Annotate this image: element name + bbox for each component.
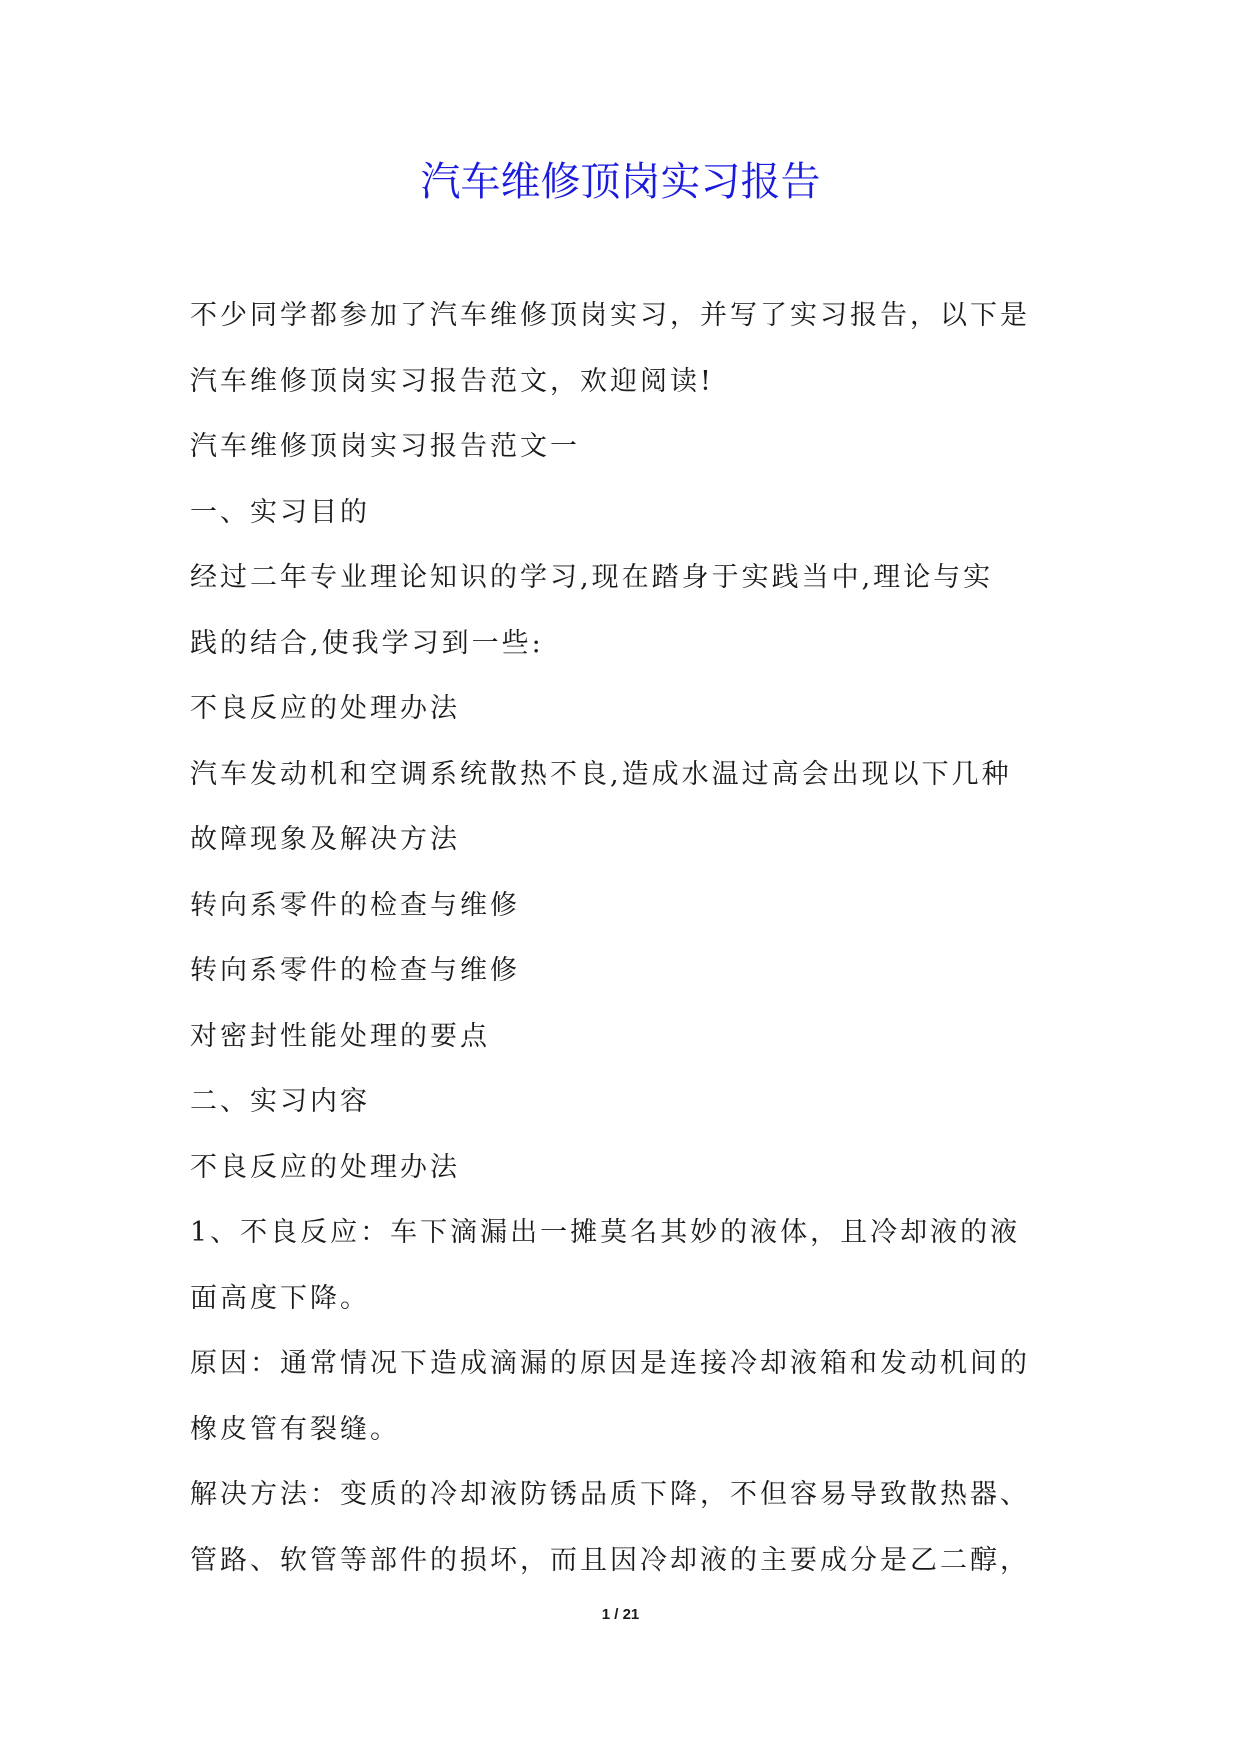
list-item: 汽车发动机和空调系统散热不良,造成水温过高会出现以下几种 <box>190 758 1012 790</box>
body-line: 解决方法：变质的冷却液防锈品质下降，不但容易导致散热器、 <box>190 1479 1030 1510</box>
list-item: 不良反应的处理办法 <box>190 693 460 724</box>
body-line: 不少同学都参加了汽车维修顶岗实习，并写了实习报告，以下是 <box>190 300 1030 331</box>
subsection-heading: 不良反应的处理办法 <box>190 1151 460 1183</box>
page-number: 1 / 21 <box>601 1606 640 1623</box>
list-item: 故障现象及解决方法 <box>190 824 460 855</box>
section-heading: 汽车维修顶岗实习报告范文一 <box>190 431 580 462</box>
list-item: 转向系零件的检查与维修 <box>190 889 520 921</box>
body-line: 面高度下降。 <box>190 1282 370 1314</box>
body-line: 经过二年专业理论知识的学习,现在踏身于实践当中,理论与实 <box>190 562 994 593</box>
list-item: 转向系零件的检查与维修 <box>190 955 520 986</box>
section-heading: 一、实习目的 <box>190 496 370 528</box>
body-line: 践的结合,使我学习到一些: <box>190 627 544 659</box>
body-line: 1、不良反应：车下滴漏出一摊莫名其妙的液体，且冷却液的液 <box>190 1217 1021 1248</box>
document-title: 汽车维修顶岗实习报告 <box>420 159 821 205</box>
list-item: 对密封性能处理的要点 <box>190 1020 490 1052</box>
body-line: 管路、软管等部件的损坏，而且因冷却液的主要成分是乙二醇， <box>190 1544 1030 1576</box>
body-line: 橡皮管有裂缝。 <box>190 1413 400 1445</box>
body-line: 汽车维修顶岗实习报告范文，欢迎阅读! <box>190 365 714 397</box>
body-line: 原因：通常情况下造成滴漏的原因是连接冷却液箱和发动机间的 <box>190 1348 1030 1379</box>
section-heading: 二、实习内容 <box>190 1086 370 1117</box>
document-body <box>190 283 1060 1593</box>
